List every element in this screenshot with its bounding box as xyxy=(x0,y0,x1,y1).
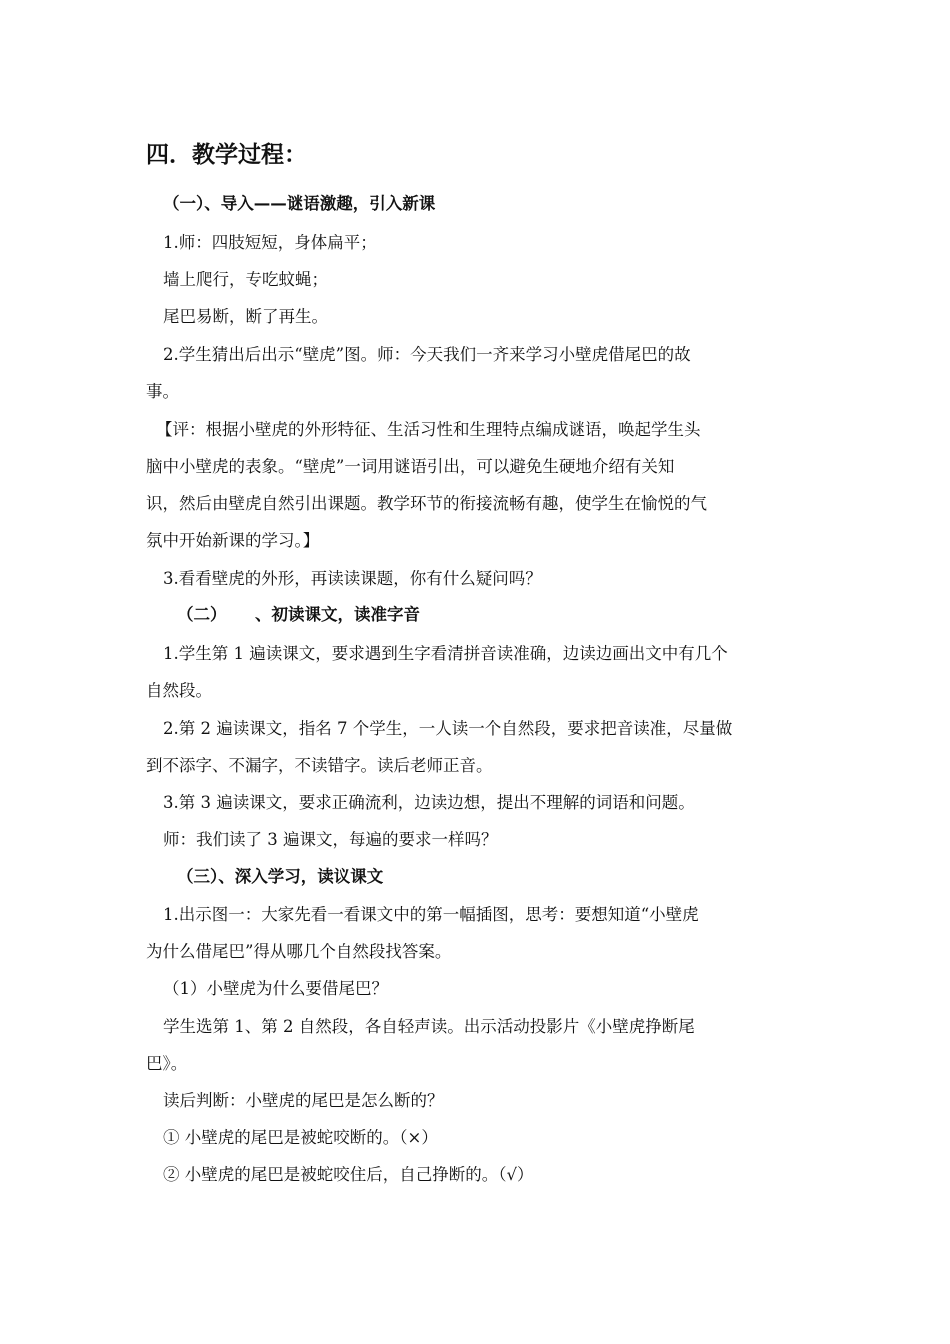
section-heading: 四．教学过程： xyxy=(146,142,307,168)
paragraph-line: 为什么借尾巴”得从哪几个自然段找答案。 xyxy=(146,942,452,961)
riddle-line-1: 1.师：四肢短短，身体扁平； xyxy=(163,233,377,252)
answer-option-2: ② 小壁虎的尾巴是被蛇咬住后，自己挣断的。（√） xyxy=(163,1165,534,1184)
paragraph-line: 巴》。 xyxy=(146,1054,188,1073)
subsection-text: 、初读课文，读准字音 xyxy=(255,605,420,624)
comment-line: 脑中小壁虎的表象。“壁虎”一词用谜语引出，可以避免生硬地介绍有关知 xyxy=(146,457,675,476)
comment-line: 氛中开始新课的学习。】 xyxy=(146,531,320,550)
paragraph-line: 到不添字、不漏字，不读错字。读后老师正音。 xyxy=(146,756,493,775)
paragraph-line: 师：我们读了 3 遍课文，每遍的要求一样吗？ xyxy=(163,830,498,849)
question-line: （1）小壁虎为什么要借尾巴？ xyxy=(163,979,388,998)
paragraph-line: 2.学生猜出后出示“壁虎”图。师：今天我们一齐来学习小壁虎借尾巴的故 xyxy=(163,345,691,364)
riddle-line-2: 墙上爬行，专吃蚊蝇； xyxy=(163,270,328,289)
riddle-line-3: 尾巴易断，断了再生。 xyxy=(163,307,328,326)
paragraph-line: 自然段。 xyxy=(146,681,212,700)
subsection-title-1: （一）、导入——谜语激趣，引入新课 xyxy=(163,194,436,213)
paragraph-line: 读后判断：小壁虎的尾巴是怎么断的？ xyxy=(163,1091,444,1110)
subsection-number: （二） xyxy=(177,605,227,624)
paragraph-line: 学生选第 1、第 2 自然段，各自轻声读。出示活动投影片《小壁虎挣断尾 xyxy=(163,1017,695,1036)
paragraph-line: 1.出示图一：大家先看一看课文中的第一幅插图，思考：要想知道“小壁虎 xyxy=(163,905,699,924)
paragraph-line: 事。 xyxy=(146,382,179,401)
answer-option-1: ① 小壁虎的尾巴是被蛇咬断的。（×） xyxy=(163,1128,438,1147)
paragraph-line: 3.看看壁虎的外形，再读读课题，你有什么疑问吗？ xyxy=(163,569,542,588)
subsection-title-3: （三）、深入学习，读议课文 xyxy=(177,867,384,886)
comment-line: 识，然后由壁虎自然引出课题。教学环节的衔接流畅有趣，使学生在愉悦的气 xyxy=(146,494,707,513)
comment-line: 【评：根据小壁虎的外形特征、生活习性和生理特点编成谜语，唤起学生头 xyxy=(156,420,701,439)
paragraph-line: 1.学生第 1 遍读课文，要求遇到生字看清拼音读准确，边读边画出文中有几个 xyxy=(163,644,728,663)
paragraph-line: 3.第 3 遍读课文，要求正确流利，边读边想，提出不理解的词语和问题。 xyxy=(163,793,695,812)
paragraph-line: 2.第 2 遍读课文，指名 7 个学生，一人读一个自然段，要求把音读准，尽量做 xyxy=(163,719,733,738)
